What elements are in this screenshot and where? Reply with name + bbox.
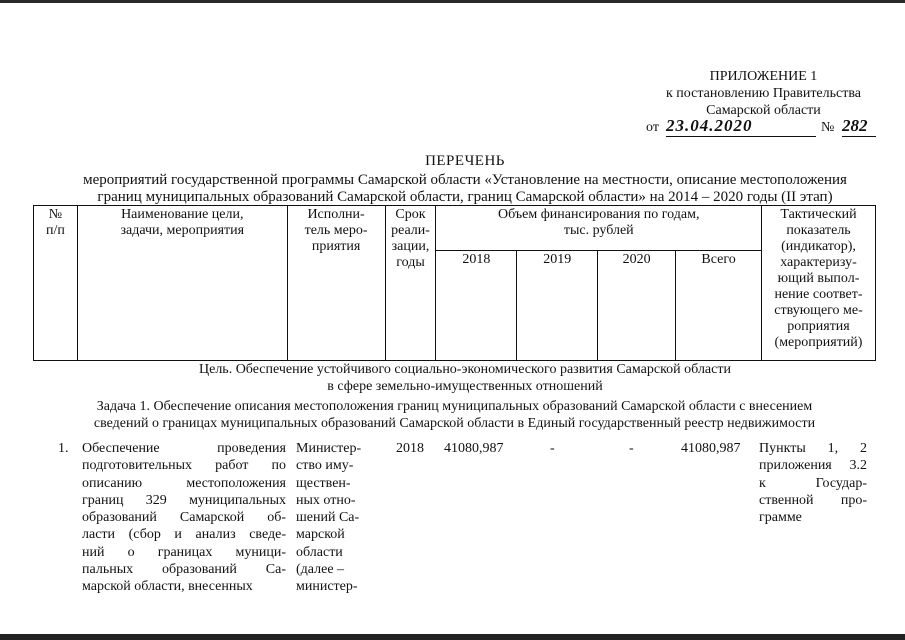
header-col-number: № п/п xyxy=(34,206,78,361)
scan-bottom-edge xyxy=(0,634,905,640)
header-col-indicator: Тактический показатель (индикатор), характеризу- ющий выпол- нение соответ- ствующего ме- роприятия (мероприятий) xyxy=(762,206,876,361)
header-col-executor: Исполни- тель меро- приятия xyxy=(287,206,385,361)
row-total: 41080,987 xyxy=(681,441,741,456)
task-line-2: сведений о границах муниципальных образований Самарской области в Единый государственный реестр недвижимости xyxy=(93,416,816,431)
row-value-2020: - xyxy=(629,441,634,456)
date-prefix: от xyxy=(646,120,659,135)
handwritten-date: 23.04.2020 xyxy=(666,116,816,137)
row-measure-name: Обеспечение проведения подготовительных работ по описанию местоположения границ 329 муниципальных образований Самарской об- ласти (сбор и анализ сведе- ний о границах муници- пальных образований Са- марской области, внесенных xyxy=(82,441,286,595)
row-indicator: Пункты 1, 2 приложения 3.2 к Государ- ственной про- грамме xyxy=(759,441,867,526)
header-total: Всего xyxy=(676,251,762,361)
goal-line-1: Цель. Обеспечение устойчивого социально-экономического развития Самарской области xyxy=(199,362,731,377)
number-prefix: № xyxy=(821,120,835,135)
header-year-2019: 2019 xyxy=(517,251,598,361)
row-executor: Министер- ство иму- ществен- ных отно- шений Са- марской области (далее – министер- xyxy=(296,441,362,595)
measures-table-header xyxy=(33,205,876,361)
document-subtitle-line-2: границ муниципальных образований Самарской области, границ Самарской области» на 2014 – 2020 годы (II этап) xyxy=(97,189,833,205)
handwritten-number: 282 xyxy=(842,116,876,137)
header-col-name: Наименование цели, задачи, мероприятия xyxy=(77,206,287,361)
header-col-term: Срок реали- зации, годы xyxy=(385,206,436,361)
appendix-line-3: Самарской области xyxy=(706,103,821,118)
appendix-line-2: к постановлению Правительства xyxy=(665,86,861,101)
task-line-1: Задача 1. Обеспечение описания местоположения границ муниципальных образований Самарской области с внесением xyxy=(96,399,813,414)
row-value-2018: 41080,987 xyxy=(444,441,504,456)
decree-signature-row xyxy=(646,118,876,138)
appendix-title: ПРИЛОЖЕНИЕ 1 xyxy=(709,69,818,84)
document-title: ПЕРЕЧЕНЬ xyxy=(425,153,505,169)
goal-line-2: в сфере земельно-имущественных отношений xyxy=(327,379,603,394)
header-year-2018: 2018 xyxy=(436,251,517,361)
scan-top-edge xyxy=(0,0,905,3)
header-year-2020: 2020 xyxy=(598,251,676,361)
row-value-2019: - xyxy=(550,441,555,456)
appendix-block xyxy=(666,68,861,119)
header-col-funding: Объем финансирования по годам, тыс. рублей xyxy=(436,206,762,251)
document-subtitle-line-1: мероприятий государственной программы Самарской области «Установление на местности, описание местоположения xyxy=(83,172,847,188)
row-year: 2018 xyxy=(396,441,424,456)
row-number: 1. xyxy=(58,441,69,456)
